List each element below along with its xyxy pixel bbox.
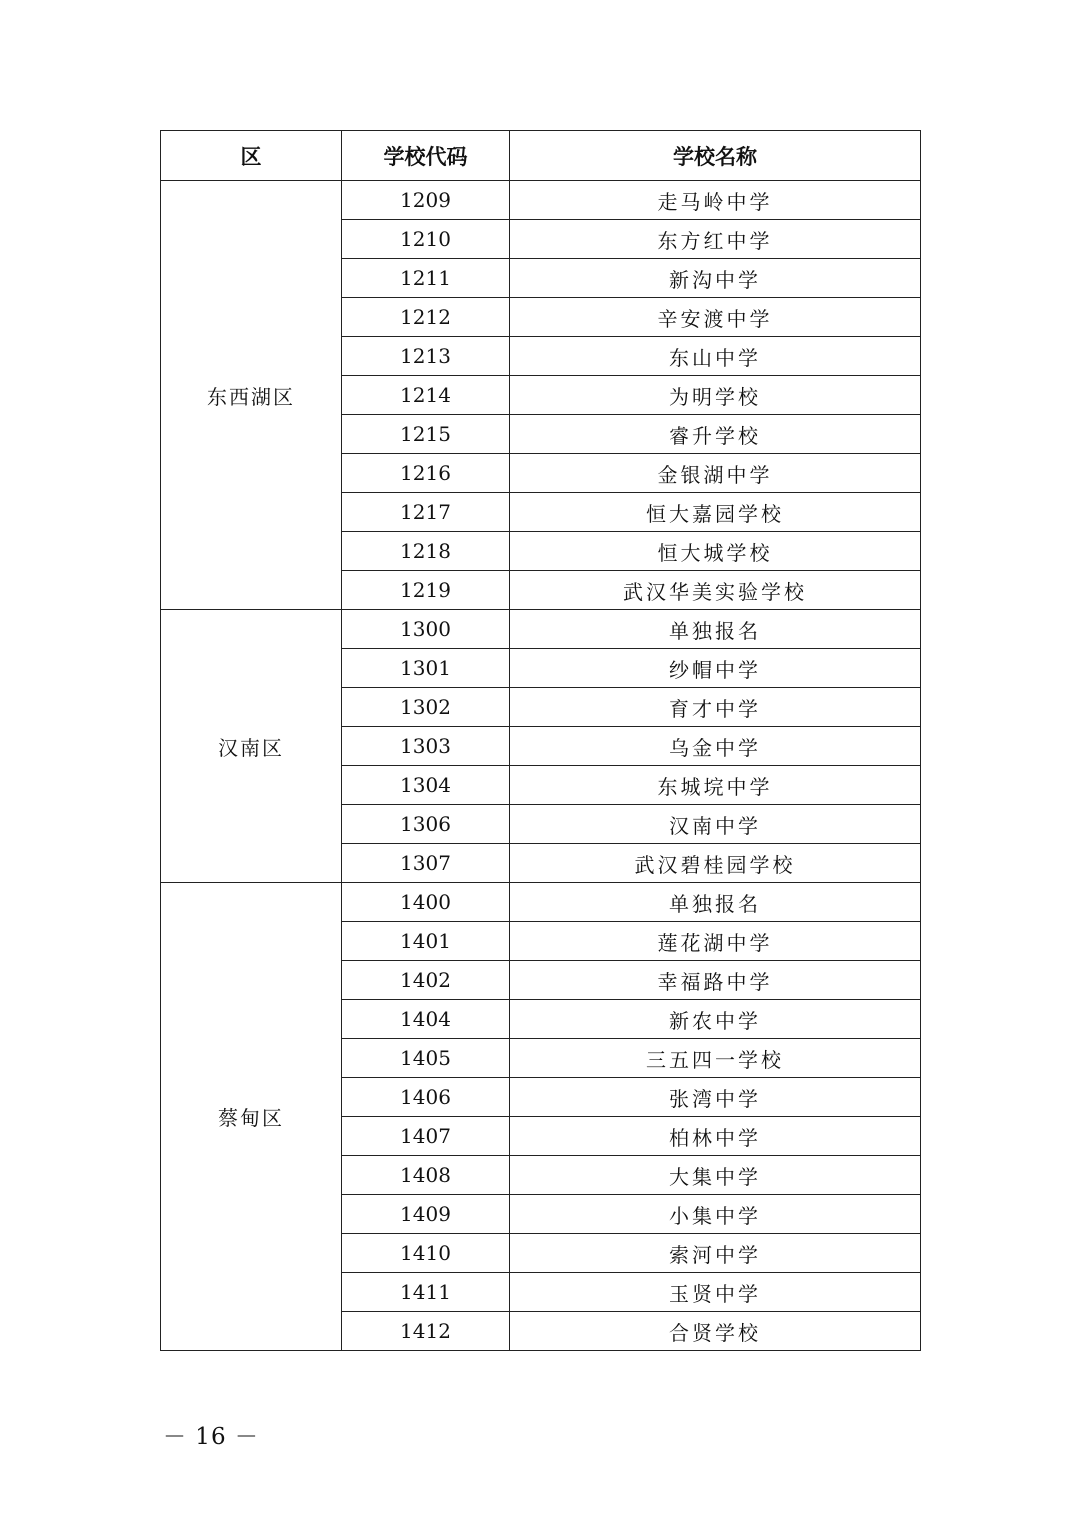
header-district: 区 <box>161 131 342 181</box>
school-name-cell: 辛安渡中学 <box>510 298 921 337</box>
school-code-cell: 1219 <box>342 571 510 610</box>
school-name-cell: 东城垸中学 <box>510 766 921 805</box>
table-row <box>161 610 921 649</box>
school-code-cell: 1216 <box>342 454 510 493</box>
school-code-cell: 1304 <box>342 766 510 805</box>
school-name-cell: 单独报名 <box>510 883 921 922</box>
school-code-cell: 1215 <box>342 415 510 454</box>
school-code-cell: 1306 <box>342 805 510 844</box>
school-code-cell: 1217 <box>342 493 510 532</box>
header-school-name: 学校名称 <box>510 131 921 181</box>
school-name-cell: 单独报名 <box>510 610 921 649</box>
school-name-cell: 柏林中学 <box>510 1117 921 1156</box>
school-code-cell: 1212 <box>342 298 510 337</box>
school-code-cell: 1218 <box>342 532 510 571</box>
district-cell: 东西湖区 <box>161 181 342 610</box>
school-code-cell: 1303 <box>342 727 510 766</box>
school-code-cell: 1301 <box>342 649 510 688</box>
school-name-cell: 索河中学 <box>510 1234 921 1273</box>
school-name-cell: 三五四一学校 <box>510 1039 921 1078</box>
school-name-cell: 新沟中学 <box>510 259 921 298</box>
school-name-cell: 恒大城学校 <box>510 532 921 571</box>
school-name-cell: 育才中学 <box>510 688 921 727</box>
school-name-cell: 武汉华美实验学校 <box>510 571 921 610</box>
school-code-cell: 1402 <box>342 961 510 1000</box>
table-body <box>161 181 921 1351</box>
school-code-cell: 1409 <box>342 1195 510 1234</box>
school-name-cell: 幸福路中学 <box>510 961 921 1000</box>
school-name-cell: 走马岭中学 <box>510 181 921 220</box>
school-code-cell: 1210 <box>342 220 510 259</box>
school-code-cell: 1302 <box>342 688 510 727</box>
school-code-cell: 1400 <box>342 883 510 922</box>
school-name-cell: 恒大嘉园学校 <box>510 493 921 532</box>
table-row <box>161 883 921 922</box>
school-name-cell: 新农中学 <box>510 1000 921 1039</box>
school-name-cell: 为明学校 <box>510 376 921 415</box>
school-code-cell: 1411 <box>342 1273 510 1312</box>
table-row <box>161 181 921 220</box>
school-code-cell: 1300 <box>342 610 510 649</box>
school-name-cell: 张湾中学 <box>510 1078 921 1117</box>
school-name-cell: 东山中学 <box>510 337 921 376</box>
school-code-cell: 1410 <box>342 1234 510 1273</box>
school-name-cell: 小集中学 <box>510 1195 921 1234</box>
school-code-cell: 1209 <box>342 181 510 220</box>
school-code-cell: 1412 <box>342 1312 510 1351</box>
school-name-cell: 合贤学校 <box>510 1312 921 1351</box>
school-name-cell: 纱帽中学 <box>510 649 921 688</box>
school-code-cell: 1211 <box>342 259 510 298</box>
school-name-cell: 汉南中学 <box>510 805 921 844</box>
school-code-table <box>160 130 921 1351</box>
district-cell: 汉南区 <box>161 610 342 883</box>
school-name-cell: 睿升学校 <box>510 415 921 454</box>
school-name-cell: 莲花湖中学 <box>510 922 921 961</box>
school-name-cell: 乌金中学 <box>510 727 921 766</box>
school-code-cell: 1404 <box>342 1000 510 1039</box>
school-code-cell: 1401 <box>342 922 510 961</box>
school-name-cell: 大集中学 <box>510 1156 921 1195</box>
school-code-cell: 1406 <box>342 1078 510 1117</box>
school-name-cell: 金银湖中学 <box>510 454 921 493</box>
table-header-row <box>161 131 921 181</box>
page-number: － 16 － <box>163 1424 259 1450</box>
school-name-cell: 玉贤中学 <box>510 1273 921 1312</box>
school-code-cell: 1213 <box>342 337 510 376</box>
school-code-cell: 1307 <box>342 844 510 883</box>
district-cell: 蔡甸区 <box>161 883 342 1351</box>
school-code-cell: 1408 <box>342 1156 510 1195</box>
school-name-cell: 东方红中学 <box>510 220 921 259</box>
school-code-cell: 1214 <box>342 376 510 415</box>
school-name-cell: 武汉碧桂园学校 <box>510 844 921 883</box>
school-code-cell: 1407 <box>342 1117 510 1156</box>
school-code-cell: 1405 <box>342 1039 510 1078</box>
header-school-code: 学校代码 <box>342 131 510 181</box>
